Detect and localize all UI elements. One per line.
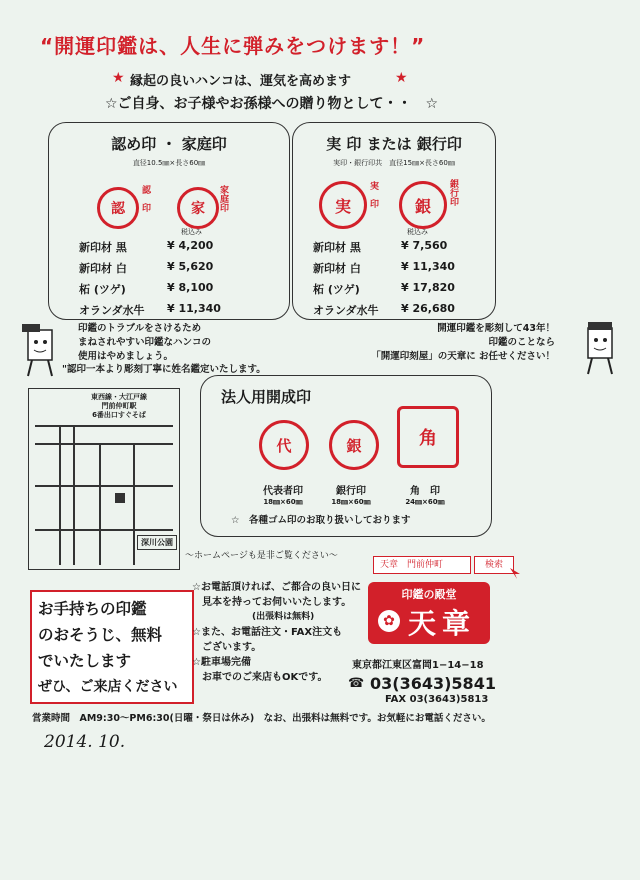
- search-button[interactable]: 検索: [474, 556, 514, 574]
- box-corporate: [200, 375, 492, 537]
- seal-kateiin-icon: 家: [177, 187, 219, 229]
- hand-line: ぜひ、ご来店ください: [38, 679, 178, 695]
- price-row: [79, 260, 279, 281]
- box-title: 認め印 ・ 家庭印: [111, 135, 227, 153]
- handwritten-date: 2014. 10.: [44, 732, 126, 752]
- logo-caption: 印鑑の殿堂: [401, 588, 457, 601]
- hand-line: のおそうじ、無料: [38, 625, 163, 644]
- box-jitsuin: [292, 122, 496, 320]
- homepage-line: 〜ホームページも是非ご覧ください〜: [185, 551, 338, 561]
- tax-label: 税込み: [181, 228, 202, 236]
- subheadline: 縁起の良いハンコは、運気を高めます: [130, 74, 352, 89]
- price-name: 新印材 黒: [79, 241, 127, 254]
- box-mitome: [48, 122, 290, 320]
- box-title: 実 印 または 銀行印: [326, 135, 462, 153]
- access-map: [28, 388, 180, 570]
- price-row: [79, 281, 279, 302]
- star-icon: ★: [395, 70, 408, 86]
- hand-line: お手持ちの印鑑: [38, 599, 147, 618]
- note-right: [285, 322, 555, 364]
- hanko-mascot-icon: [20, 322, 64, 380]
- road: [133, 443, 135, 565]
- price-row: [313, 239, 493, 260]
- box-title: 法人用開成印: [221, 388, 312, 406]
- fax: FAX 03(3643)5813: [385, 694, 489, 705]
- logo-name: 天章: [408, 607, 477, 640]
- spec: 直径10.5㎜×長さ60㎜: [132, 159, 206, 167]
- price-value: ¥ 11,340: [401, 260, 455, 273]
- price-value: ¥ 17,820: [401, 281, 455, 294]
- seal-label: 認 印: [140, 185, 150, 212]
- price-list: [79, 239, 279, 323]
- price-value: ¥ 26,680: [401, 302, 455, 315]
- tel: 03(3643)5841: [370, 674, 496, 693]
- service-line: ☆駐車場完備: [192, 657, 251, 668]
- road: [35, 485, 173, 487]
- map-label: 6番出口すぐそば: [92, 411, 146, 419]
- note-line: 印鑑のトラブルをさけるため: [78, 323, 202, 334]
- service-line: (出張料は無料): [252, 612, 315, 622]
- road: [35, 425, 173, 427]
- price-row: [313, 260, 493, 281]
- price-name: オランダ水牛: [313, 304, 379, 317]
- handwritten-text: [32, 592, 192, 704]
- price-name: 新印材 黒: [313, 241, 361, 254]
- seal-name: 銀行印: [336, 486, 366, 497]
- seal-size: 24㎜×60㎜: [405, 498, 445, 506]
- seal-size: 18㎜×60㎜: [331, 498, 371, 506]
- seal-name: 角 印: [410, 486, 440, 497]
- services: [192, 580, 367, 685]
- note-left: [78, 322, 211, 364]
- price-name: オランダ水牛: [79, 304, 145, 317]
- price-row: [313, 302, 493, 323]
- price-value: ¥ 11,340: [167, 302, 221, 315]
- seal-label: 実 印: [368, 181, 378, 208]
- price-name: 新印材 白: [313, 262, 361, 275]
- price-row: [79, 239, 279, 260]
- seal-kakuin-icon: 角: [397, 406, 459, 468]
- note-line: 使用はやめましょう。: [78, 351, 174, 362]
- road: [99, 443, 101, 565]
- tax-label: 税込み: [407, 228, 428, 236]
- note-line: まねされやすい印鑑なハンコの: [78, 337, 212, 348]
- road: [35, 443, 173, 445]
- map-station: [91, 393, 147, 420]
- note-line: 「開運印刻屋」の天章に お任せください！: [371, 351, 555, 362]
- spec: 実印・銀行印共 直径15㎜×長さ60㎜: [333, 159, 455, 167]
- seal-label: 家庭印: [218, 185, 228, 212]
- seal-ginkouin-icon: 銀: [399, 181, 447, 229]
- price-name: 柘 (ツゲ): [313, 283, 360, 296]
- handwritten-note: [30, 590, 194, 704]
- seal-jitsuin-icon: 実: [319, 181, 367, 229]
- service-line: お車でのご来店もOKです。: [202, 672, 328, 683]
- flower-crest-icon: ✿: [378, 610, 400, 632]
- hand-line: でいたします: [38, 651, 132, 670]
- note-bottom: "認印一本より彫刻丁寧に姓名鑑定いたします。: [62, 364, 266, 375]
- service-line: 見本を持ってお伺いいたします。: [202, 597, 352, 608]
- price-list: [313, 239, 493, 323]
- price-value: ¥ 7,560: [401, 239, 448, 252]
- shop-logo: [368, 582, 490, 644]
- seal-daihyo-icon: 代: [259, 420, 309, 470]
- seal-caption: [321, 482, 381, 507]
- price-name: 柘 (ツゲ): [79, 283, 126, 296]
- price-name: 新印材 白: [79, 262, 127, 275]
- price-value: ¥ 8,100: [167, 281, 214, 294]
- road: [73, 425, 75, 565]
- seal-caption: [395, 482, 455, 507]
- map-label: 門前仲町駅: [101, 402, 137, 410]
- gift-line: ☆ご自身、お子様やお孫様への贈り物として・・ ☆: [105, 96, 439, 112]
- headline: “開運印鑑は、人生に弾みをつけます！”: [40, 34, 426, 58]
- road: [59, 425, 61, 565]
- price-value: ¥ 5,620: [167, 260, 214, 273]
- road: [35, 529, 173, 531]
- service-line: ☆お電話頂ければ、ご都合の良い日に: [192, 582, 361, 593]
- star-icon: ★: [112, 70, 125, 86]
- service-line: ☆また、お電話注文・FAX注文も: [192, 627, 343, 638]
- price-row: [313, 281, 493, 302]
- note-line: 印鑑のことなら: [488, 337, 555, 348]
- business-hours: 営業時間 AM9:30〜PM6:30(日曜・祭日は休み) なお、出張料は無料です。お気軽にお電話ください。: [32, 713, 491, 724]
- cursor-arrow-icon: [508, 566, 522, 580]
- hanko-mascot-icon: [578, 318, 624, 376]
- service-line: ございます。: [202, 642, 262, 653]
- search-input[interactable]: 天章 門前仲町: [373, 556, 471, 574]
- phone-icon: ☎: [348, 676, 365, 691]
- price-value: ¥ 4,200: [167, 239, 214, 252]
- map-park: 深川公園: [137, 535, 177, 550]
- seal-caption: [253, 482, 313, 507]
- shop-marker-icon: [115, 493, 125, 503]
- price-row: [79, 302, 279, 323]
- map-label: 東西線・大江戸線: [91, 393, 147, 401]
- seal-name: 代表者印: [263, 486, 303, 497]
- seal-mitome-icon: 認: [97, 187, 139, 229]
- seal-size: 18㎜×60㎜: [263, 498, 303, 506]
- seal-ginko-icon: 銀: [329, 420, 379, 470]
- note-line: 開運印鑑を彫刻して43年！: [437, 323, 555, 334]
- address: 東京都江東区富岡1−14−18: [352, 660, 484, 671]
- seal-label: 銀行印: [448, 179, 458, 206]
- rubber-note: ☆ 各種ゴム印のお取り扱いしております: [231, 515, 411, 526]
